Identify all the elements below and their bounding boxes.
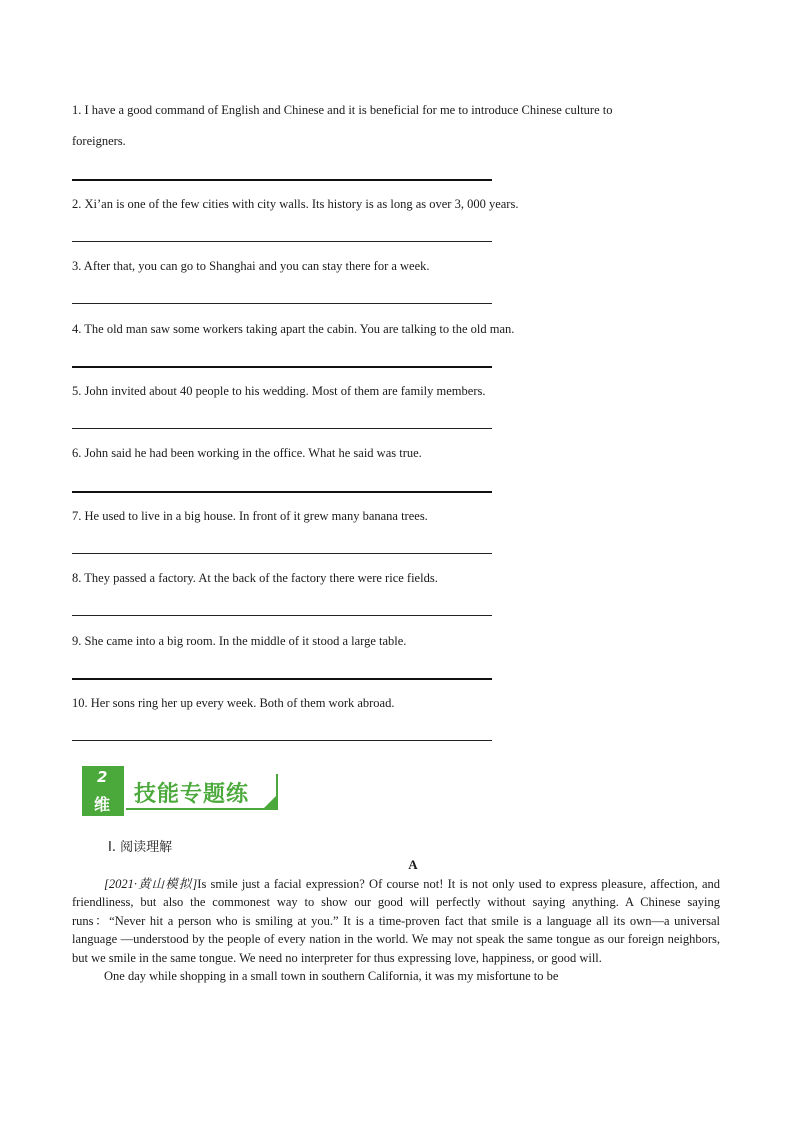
passage-paragraph-1 <box>72 875 720 967</box>
answer-line-10[interactable] <box>72 740 492 741</box>
exercise-item-9: 9. She came into a big room. In the middle of it stood a large table. <box>72 634 407 648</box>
passage-label: A <box>408 857 418 872</box>
reading-passage <box>72 875 720 985</box>
passage-paragraph-1-text: Is smile just a facial expression? Of course not! It is not only used to express pleasure, affection, and friendliness, but also the commonest way to show our good will perfectly without saying anything. A Chinese saying runs：“Never hit a person who is smiling at you.” It is a time-proven fact that smile is a language all its own—a universal language —understood by the people of every nation in the world. We may not speak the same tongue as our foreign neighbors, but we smile in the same tongue. We need no interpreter for thus expressing love, happiness, or good will. <box>72 877 720 965</box>
exercise-item-1: 1. I have a good command of English and Chinese and it is beneficial for me to introduce Chinese culture to <box>72 103 613 117</box>
section-badge <box>82 766 124 816</box>
exercise-item-2: 2. Xi’an is one of the few cities with city walls. Its history is as long as over 3, 000 years. <box>72 197 519 211</box>
badge-character: 维 <box>94 795 111 814</box>
exercise-item-5: 5. John invited about 40 people to his wedding. Most of them are family members. <box>72 384 486 398</box>
exercise-item-10: 10. Her sons ring her up every week. Both of them work abroad. <box>72 696 395 710</box>
banner-corner-decoration <box>262 796 276 810</box>
badge-number: 2 <box>97 768 108 786</box>
answer-line-2[interactable] <box>72 241 492 242</box>
section-heading: Ⅰ. 阅读理解 <box>108 840 173 855</box>
answer-line-6[interactable] <box>72 491 492 493</box>
answer-line-1[interactable] <box>72 179 492 181</box>
passage-source: [2021·黄山模拟] <box>104 877 198 891</box>
section-banner <box>126 774 278 810</box>
answer-line-3[interactable] <box>72 303 492 304</box>
answer-line-4[interactable] <box>72 366 492 368</box>
answer-line-5[interactable] <box>72 428 492 429</box>
exercise-item-1-cont: foreigners. <box>72 134 126 148</box>
answer-line-8[interactable] <box>72 615 492 616</box>
section-banner-title: 技能专题练 <box>134 782 250 807</box>
answer-line-7[interactable] <box>72 553 492 554</box>
exercise-item-4: 4. The old man saw some workers taking apart the cabin. You are talking to the old man. <box>72 322 515 336</box>
exercise-item-7: 7. He used to live in a big house. In front of it grew many banana trees. <box>72 509 428 523</box>
passage-paragraph-2: One day while shopping in a small town in southern California, it was my misfortune to be <box>104 969 559 984</box>
exercise-item-3: 3. After that, you can go to Shanghai and you can stay there for a week. <box>72 259 430 273</box>
answer-line-9[interactable] <box>72 678 492 680</box>
exercise-item-6: 6. John said he had been working in the office. What he said was true. <box>72 446 422 460</box>
exercise-item-8: 8. They passed a factory. At the back of the factory there were rice fields. <box>72 571 438 585</box>
